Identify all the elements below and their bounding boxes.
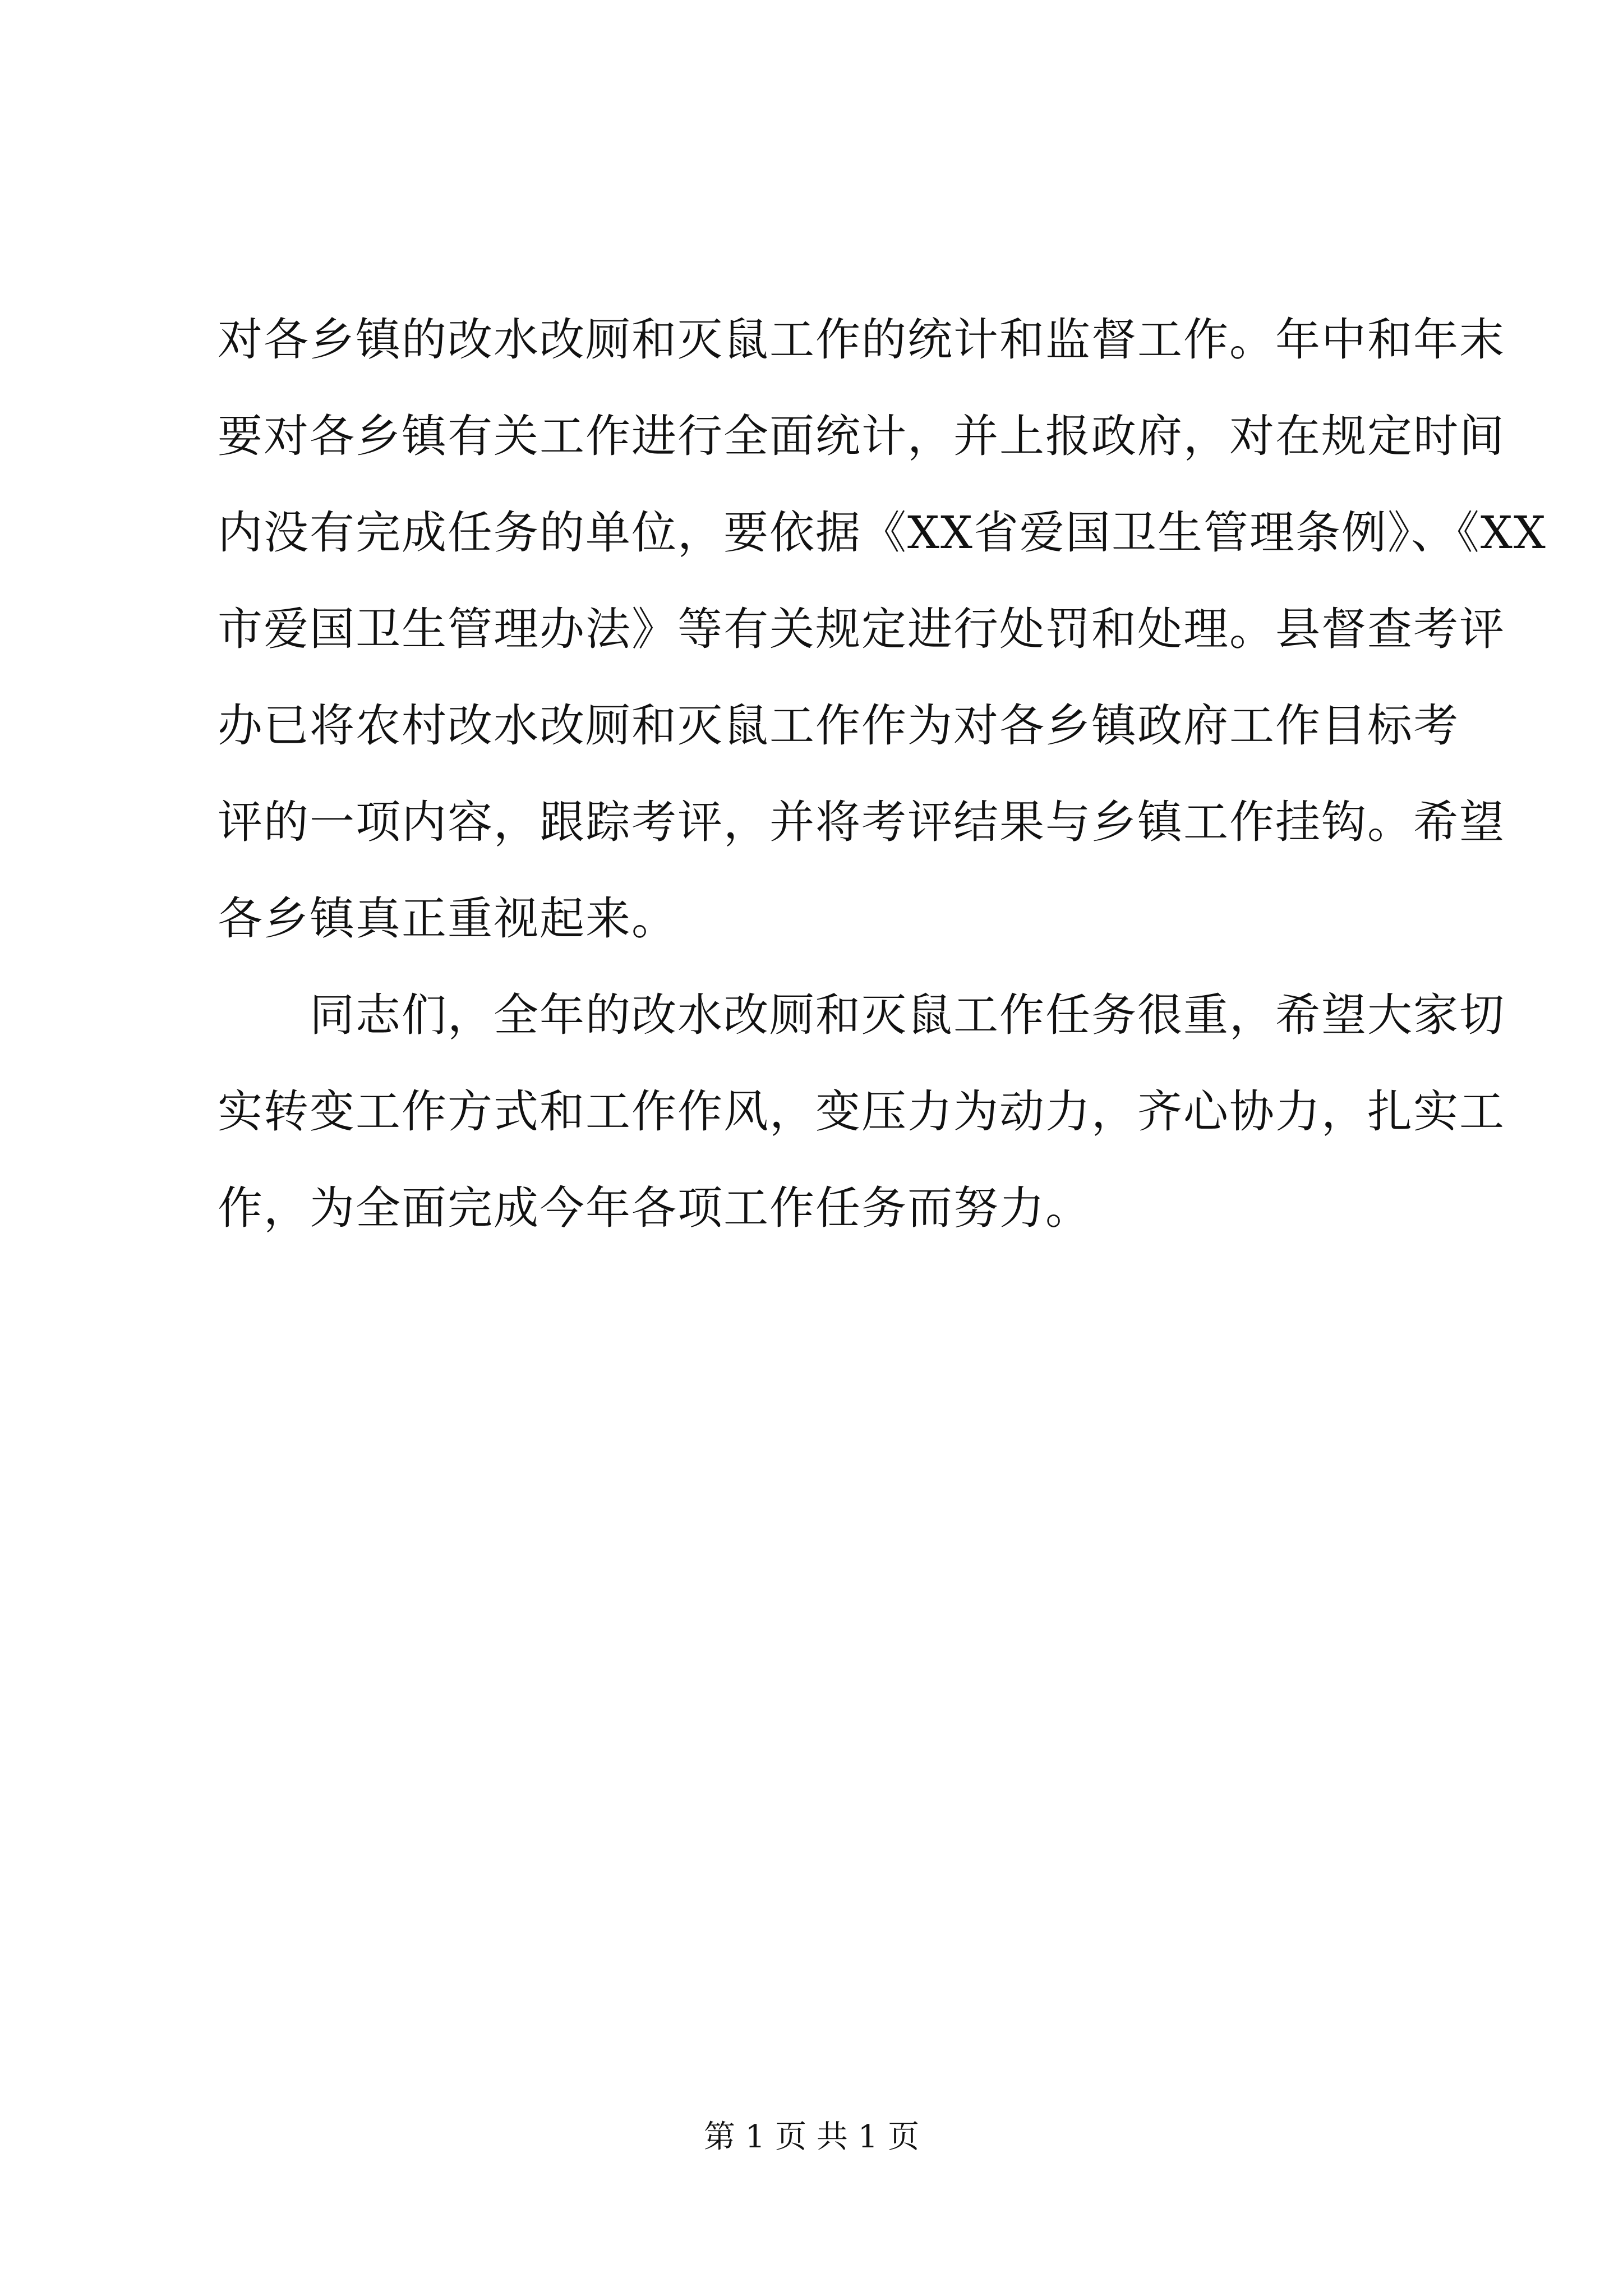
paragraph-1-line-6: 评的一项内容，跟踪考评，并将考评结果与乡镇工作挂钩。希望: [218, 796, 1505, 848]
paragraph-2-line-3: 作，为全面完成今年各项工作任务而努力。: [218, 1182, 1091, 1234]
paragraph-1-line-4: 市爱国卫生管理办法》等有关规定进行处罚和处理。县督查考评: [218, 603, 1505, 655]
paragraph-2-line-2: 实转变工作方式和工作作风，变压力为动力，齐心协力，扎实工: [218, 1085, 1505, 1138]
paragraph-2-line-1: 同志们，全年的改水改厕和灭鼠工作任务很重，希望大家切: [218, 989, 1505, 1041]
paragraph-1-line-3: 内没有完成任务的单位，要依据《XX省爱国卫生管理条例》、《XX: [218, 507, 1547, 559]
body-text: [218, 292, 1547, 1257]
paragraph-1-line-5: 办已将农村改水改厕和灭鼠工作作为对各乡镇政府工作目标考: [218, 700, 1459, 752]
paragraph-1-line-2: 要对各乡镇有关工作进行全面统计，并上报政府，对在规定时间: [218, 410, 1505, 462]
page-footer: [0, 2118, 1623, 2157]
paragraph-1-line-1: 对各乡镇的改水改厕和灭鼠工作的统计和监督工作。年中和年末: [218, 314, 1505, 366]
page-number-label: 第 1 页 共 1 页: [703, 2119, 920, 2155]
paragraph-1-line-7: 各乡镇真正重视起来。: [218, 892, 677, 945]
